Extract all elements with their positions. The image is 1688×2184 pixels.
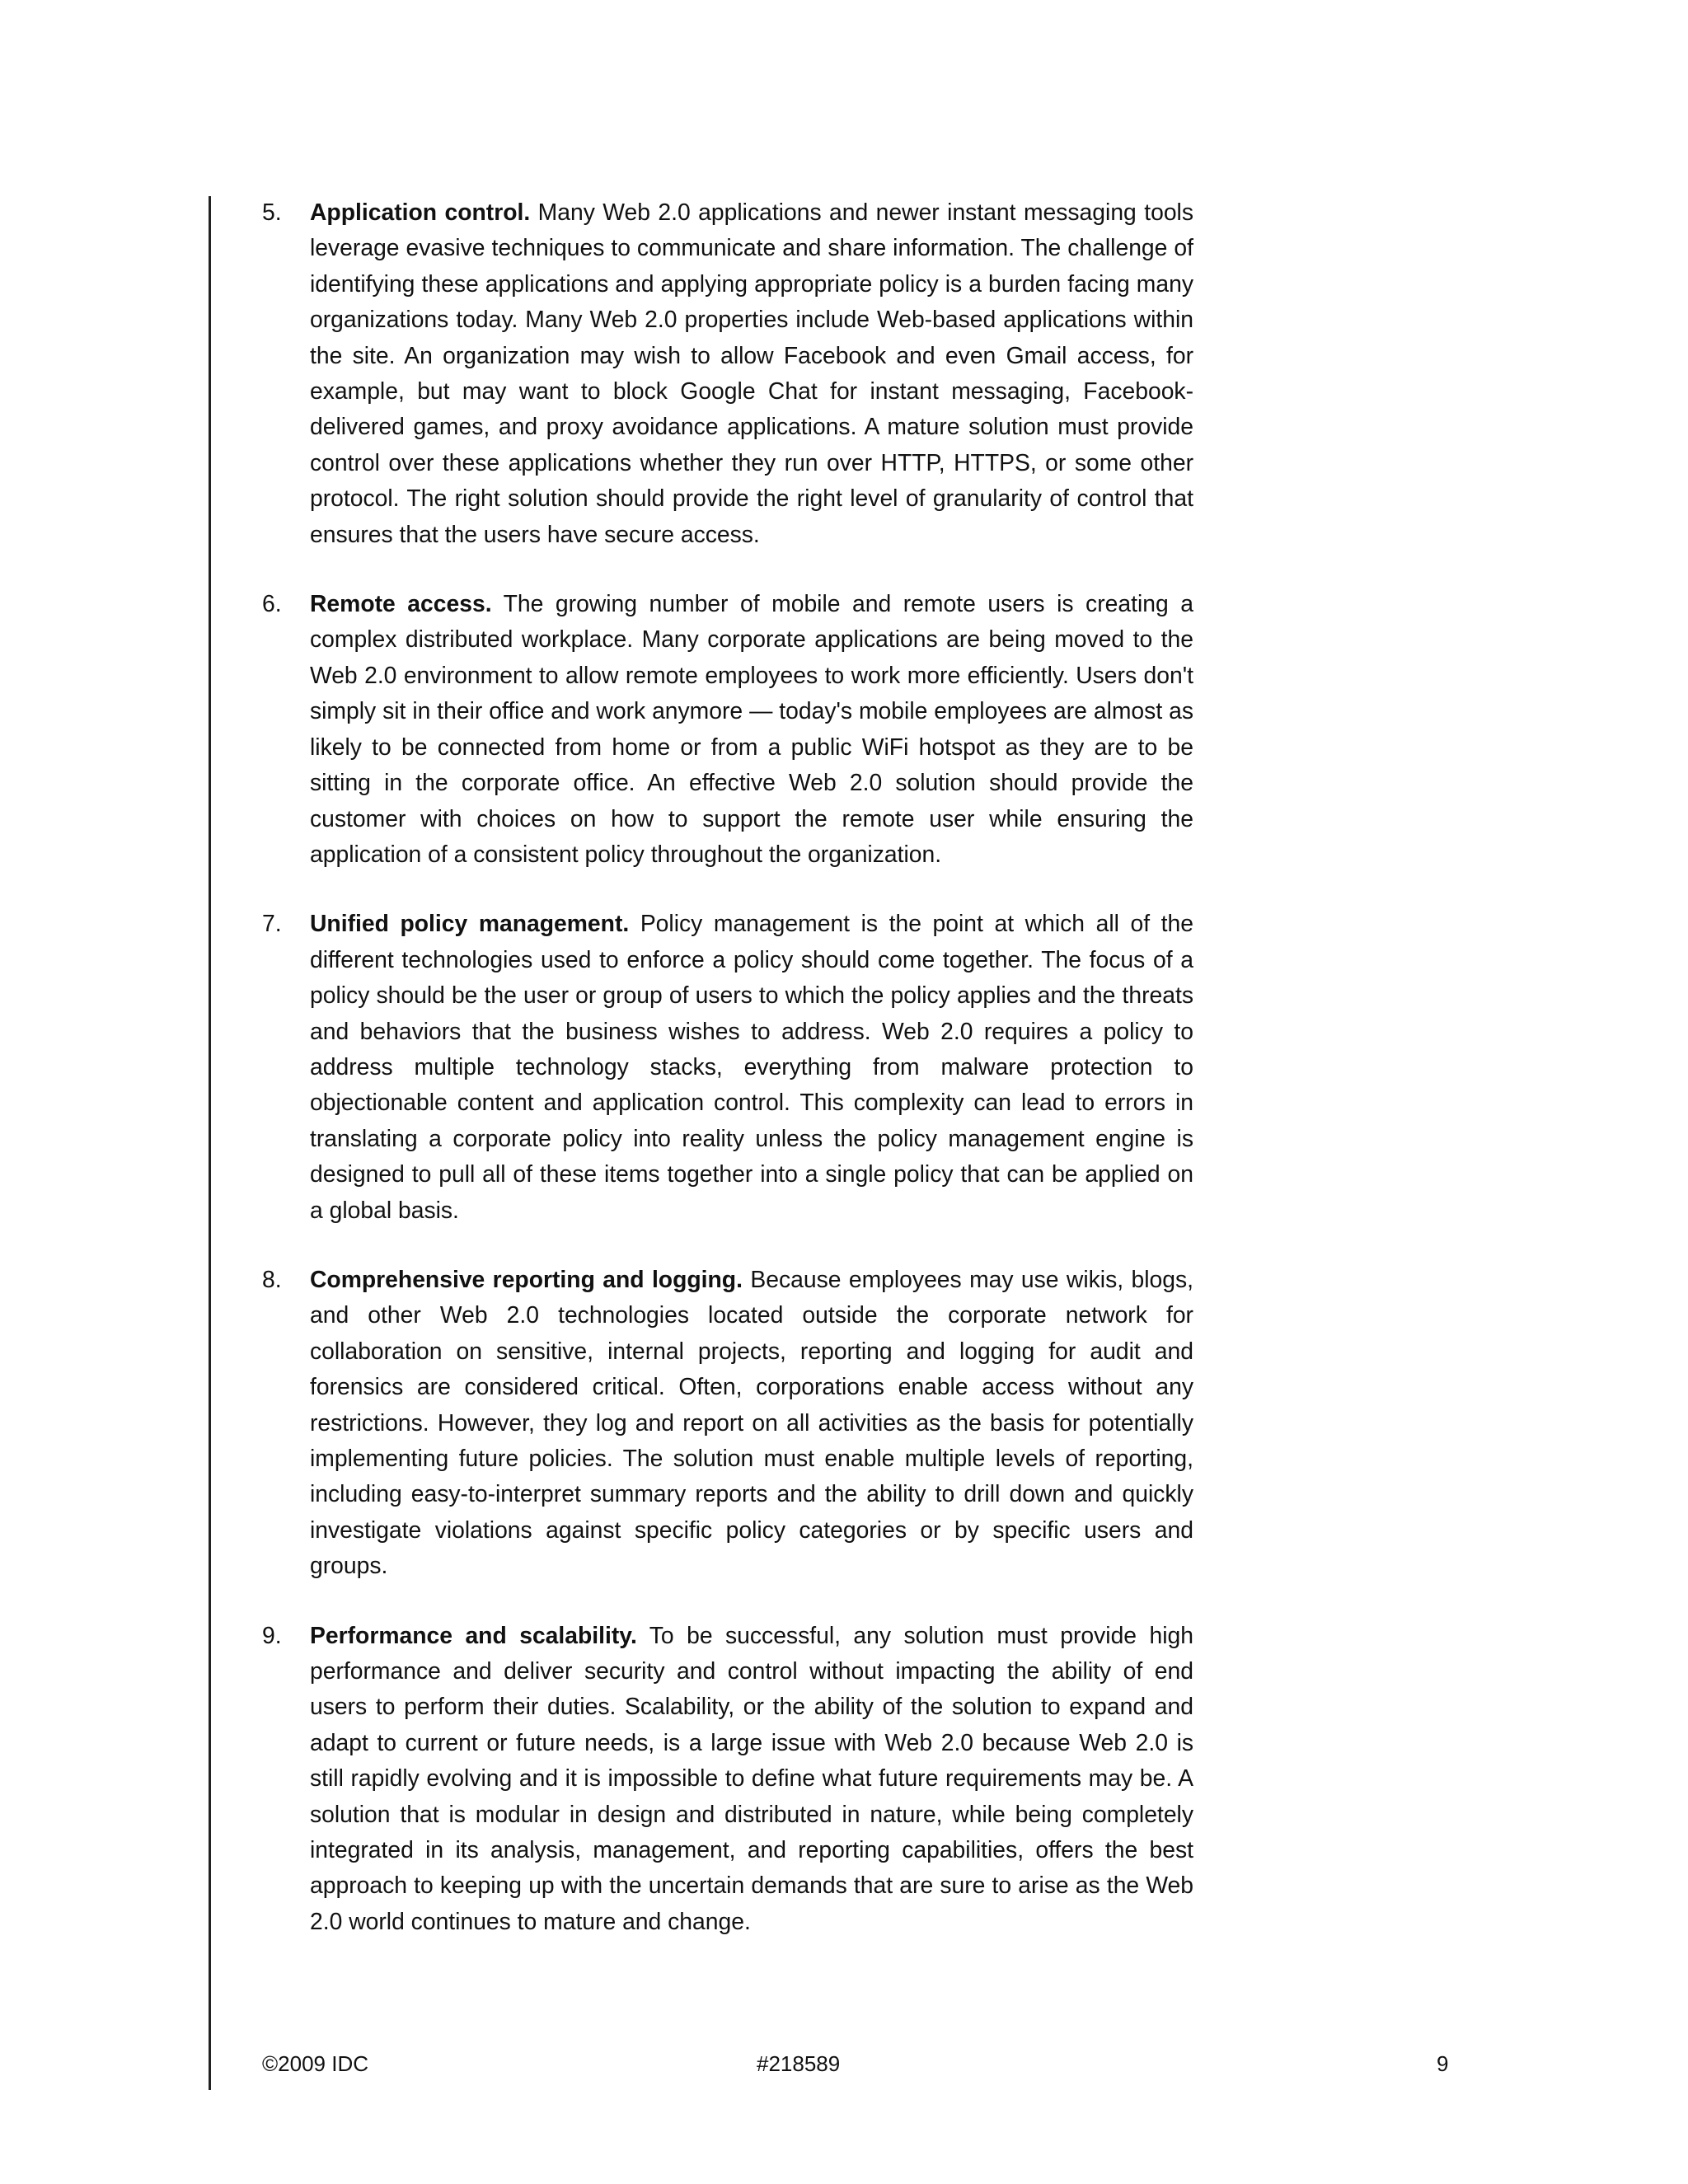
list-item-number: 9. bbox=[262, 1621, 282, 1648]
list-item-body: The growing number of mobile and remote users is creating a complex distributed workplace. Many corporate applications are being moved to the Web 2.0 environment to allow remote employees to work more efficiently. Users don't simply sit in their office and work anymore — today's mobile employees are almost as likely to be connected from home or from a public WiFi hotspot as they are to be sitting in the corporate office. An effective Web 2.0 solution should provide the customer with choices on how to support the remote user while ensuring the application of a consistent policy throughout the organization. bbox=[310, 590, 1193, 867]
numbered-list bbox=[262, 194, 1193, 1973]
list-item-number: 6. bbox=[262, 590, 282, 617]
list-item-body: Policy management is the point at which all of the different technologies used to enforce a policy should come together. The focus of a policy should be the user or group of users to which the policy applies and the threats and behaviors that the business wishes to address. Web 2.0 requires a policy to address multiple technology stacks, everything from malware protection to objectionable content and application control. This complexity can lead to errors in translating a corporate policy into reality unless the policy management engine is designed to pull all of these items together into a single policy that can be applied on a global basis. bbox=[310, 910, 1193, 1223]
list-item-title: Unified policy management. bbox=[310, 910, 630, 937]
list-item-text bbox=[310, 586, 1193, 872]
list-item-text bbox=[310, 1618, 1193, 1940]
list-item-number: 5. bbox=[262, 199, 282, 225]
list-item-title: Performance and scalability. bbox=[310, 1621, 637, 1648]
list-item-body: To be successful, any solution must provide high performance and deliver security and control without impacting the ability of end users to perform their duties. Scalability, or the ability of the solution to expand and adapt to current or future needs, is a large issue with Web 2.0 because Web 2.0 is still rapidly evolving and it is impossible to define what future requirements may be. A solution that is modular in design and distributed in nature, while being completely integrated in its analysis, management, and reporting capabilities, offers the best approach to keeping up with the uncertain demands that are sure to arise as the Web 2.0 world continues to mature and change. bbox=[310, 1621, 1193, 1934]
footer-document-id: #218589 bbox=[757, 2051, 841, 2076]
list-item-remote-access bbox=[262, 586, 1193, 872]
list-item-title: Application control. bbox=[310, 199, 531, 225]
list-item-comprehensive-reporting bbox=[262, 1262, 1193, 1584]
list-item-body: Because employees may use wikis, blogs, and other Web 2.0 technologies located outside the corporate network for collaboration on sensitive, internal projects, reporting and logging for audit and forensics are considered critical. Often, corporations enable access without any restrictions. However, they log and report on all activities as the basis for potentially implementing future policies. The solution must enable multiple levels of reporting, including easy-to-interpret summary reports and the ability to drill down and quickly investigate violations against specific policy categories or by specific users and groups. bbox=[310, 1265, 1193, 1579]
list-item-performance-scalability bbox=[262, 1618, 1193, 1940]
list-item-unified-policy-management bbox=[262, 906, 1193, 1228]
list-item-application-control bbox=[262, 194, 1193, 552]
list-item-text bbox=[310, 906, 1193, 1228]
footer-page-number: 9 bbox=[1437, 2051, 1449, 2076]
left-margin-rule bbox=[209, 196, 211, 2090]
list-item-number: 8. bbox=[262, 1265, 282, 1292]
list-item-number: 7. bbox=[262, 910, 282, 937]
list-item-text bbox=[310, 194, 1193, 552]
list-item-body: Many Web 2.0 applications and newer instant messaging tools leverage evasive techniques to communicate and share information. The challenge of identifying these applications and applying appropriate policy is a burden facing many organizations today. Many Web 2.0 properties include Web-based applications within the site. An organization may wish to allow Facebook and even Gmail access, for example, but may want to block Google Chat for instant messaging, Facebook-delivered games, and proxy avoidance applications. A mature solution must provide control over these applications whether they run over HTTP, HTTPS, or some other protocol. The right solution should provide the right level of granularity of control that ensures that the users have secure access. bbox=[310, 199, 1193, 547]
list-item-title: Remote access. bbox=[310, 590, 492, 617]
list-item-title: Comprehensive reporting and logging. bbox=[310, 1265, 743, 1292]
footer-copyright: ©2009 IDC bbox=[262, 2051, 368, 2076]
list-item-text bbox=[310, 1262, 1193, 1584]
page-footer bbox=[0, 2047, 1688, 2080]
